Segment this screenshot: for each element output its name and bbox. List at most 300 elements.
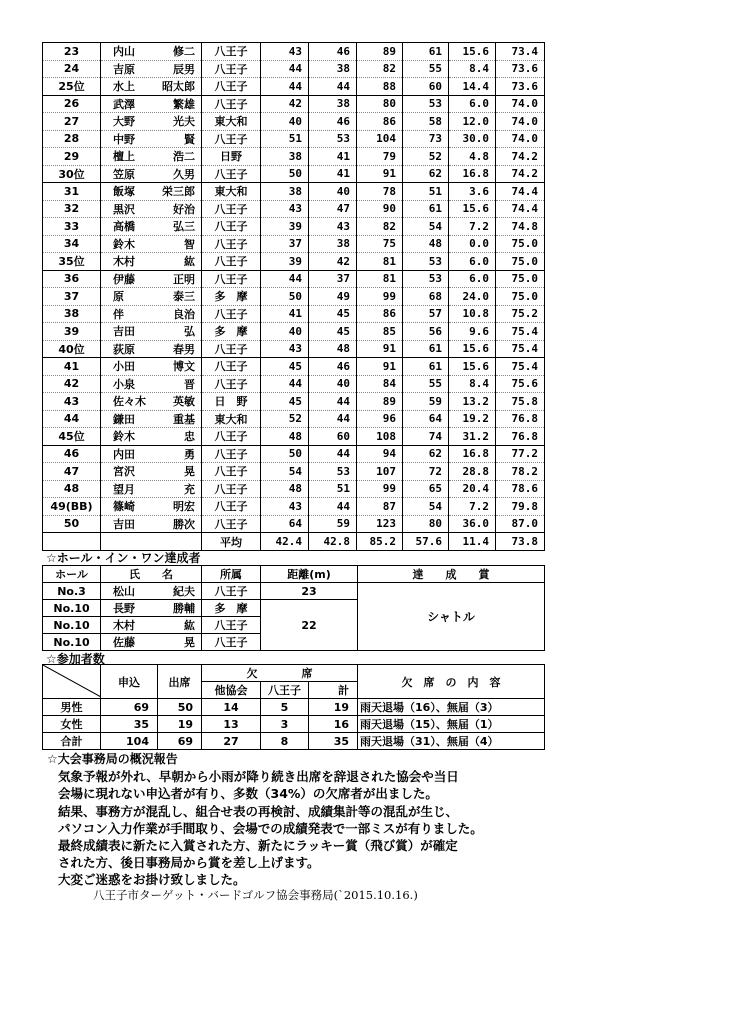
first-name: 勝次 <box>173 517 195 531</box>
total-cell: 74.4 <box>496 183 545 201</box>
in-cell: 47 <box>309 200 357 218</box>
first-name: 智 <box>184 237 195 251</box>
header-hachioji: 八王子 <box>261 682 309 699</box>
total-cell: 75.0 <box>496 288 545 306</box>
hole-in-one-table <box>42 565 545 651</box>
out-cell: 43 <box>261 340 309 358</box>
in-cell: 59 <box>309 515 357 533</box>
diagonal-cell <box>43 665 101 699</box>
result-row <box>43 200 545 218</box>
gross-cell: 91 <box>357 165 403 183</box>
report-body <box>47 768 567 888</box>
club-cell: 東大和 <box>202 113 261 131</box>
gross-cell: 91 <box>357 358 403 376</box>
club-cell: 八王子 <box>202 218 261 236</box>
club-cell: 多 摩 <box>202 323 261 341</box>
in-cell: 44 <box>309 410 357 428</box>
rank-cell: 27 <box>43 113 101 131</box>
hdcp-cell: 16.8 <box>449 445 496 463</box>
participants-table <box>42 664 545 750</box>
first-name: 栄三郎 <box>162 185 195 199</box>
gross-cell: 75 <box>357 235 403 253</box>
report-line: パソコン入力作業が手間取り、会場での成績発表で一部ミスが有りました。 <box>58 820 483 836</box>
club-cell: 八王子 <box>202 60 261 78</box>
gross-cell: 88 <box>357 78 403 96</box>
total-cell: 16 <box>309 716 358 733</box>
hio-row <box>43 583 545 600</box>
applied-cell: 35 <box>101 716 158 733</box>
total-cell: 75.0 <box>496 235 545 253</box>
hachioji-cell: 3 <box>261 716 309 733</box>
reason-cell: 雨天退場（15）、無届（1） <box>358 716 545 733</box>
rank-cell: 50 <box>43 515 101 533</box>
rank-cell: 47 <box>43 463 101 481</box>
first-name: 英敏 <box>173 395 195 409</box>
hio-last: 長野 <box>113 602 135 615</box>
result-row <box>43 323 545 341</box>
attended-cell: 19 <box>158 716 202 733</box>
header-absent: 欠 席 <box>202 665 358 682</box>
result-row <box>43 78 545 96</box>
other-cell: 27 <box>202 733 261 750</box>
hio-last: 佐藤 <box>113 636 135 649</box>
hio-club: 八王子 <box>202 583 261 600</box>
result-row <box>43 340 545 358</box>
total-cell: 78.6 <box>496 480 545 498</box>
other-cell: 13 <box>202 716 261 733</box>
in-cell: 44 <box>309 393 357 411</box>
gross-cell: 82 <box>357 218 403 236</box>
report-title: ☆大会事務局の概況報告 <box>47 752 178 766</box>
participants-header-row1 <box>43 665 545 682</box>
net-cell: 61 <box>403 358 449 376</box>
total-cell: 74.4 <box>496 200 545 218</box>
in-cell: 46 <box>309 113 357 131</box>
average-total: 73.8 <box>496 533 545 551</box>
result-row <box>43 253 545 271</box>
gross-cell: 87 <box>357 498 403 516</box>
last-name: 飯塚 <box>113 185 135 199</box>
first-name: 弘三 <box>173 220 195 234</box>
name-cell <box>101 270 202 288</box>
rank-cell: 37 <box>43 288 101 306</box>
reason-cell: 雨天退場（16）、無届（3） <box>358 699 545 716</box>
name-cell <box>101 393 202 411</box>
rank-cell: 24 <box>43 60 101 78</box>
club-cell: 八王子 <box>202 305 261 323</box>
net-cell: 64 <box>403 410 449 428</box>
gross-cell: 123 <box>357 515 403 533</box>
club-cell: 八王子 <box>202 340 261 358</box>
result-row <box>43 183 545 201</box>
in-cell: 41 <box>309 165 357 183</box>
hdcp-cell: 31.2 <box>449 428 496 446</box>
in-cell: 46 <box>309 358 357 376</box>
net-cell: 65 <box>403 480 449 498</box>
name-cell <box>101 78 202 96</box>
club-cell: 東大和 <box>202 410 261 428</box>
hio-hole: No.10 <box>43 634 101 651</box>
result-row <box>43 428 545 446</box>
net-cell: 58 <box>403 113 449 131</box>
result-row <box>43 393 545 411</box>
out-cell: 37 <box>261 235 309 253</box>
result-row <box>43 148 545 166</box>
other-cell: 14 <box>202 699 261 716</box>
last-name: 篠崎 <box>113 500 135 514</box>
header-applied: 申込 <box>101 665 158 699</box>
out-cell: 38 <box>261 148 309 166</box>
hdcp-cell: 36.0 <box>449 515 496 533</box>
rank-cell: 23 <box>43 43 101 61</box>
out-cell: 51 <box>261 130 309 148</box>
results-table <box>42 42 545 551</box>
out-cell: 40 <box>261 323 309 341</box>
gross-cell: 90 <box>357 200 403 218</box>
club-cell: 八王子 <box>202 445 261 463</box>
net-cell: 53 <box>403 95 449 113</box>
last-name: 武澤 <box>113 97 135 111</box>
gross-cell: 104 <box>357 130 403 148</box>
name-cell <box>101 340 202 358</box>
average-out: 42.4 <box>261 533 309 551</box>
hio-club: 八王子 <box>202 617 261 634</box>
rank-cell: 32 <box>43 200 101 218</box>
net-cell: 52 <box>403 148 449 166</box>
hio-distance-blank <box>261 600 358 617</box>
total-cell: 75.4 <box>496 340 545 358</box>
out-cell: 44 <box>261 375 309 393</box>
rank-cell: 28 <box>43 130 101 148</box>
report-line: された方、後日事務局から賞を差し上げます。 <box>58 855 320 871</box>
in-cell: 41 <box>309 148 357 166</box>
total-cell: 73.4 <box>496 43 545 61</box>
hdcp-cell: 13.2 <box>449 393 496 411</box>
report-line: 会場に現れない申込者が有り、多数（34%）の欠席者が出ました。 <box>58 786 438 802</box>
gross-cell: 86 <box>357 305 403 323</box>
attended-cell: 69 <box>158 733 202 750</box>
gross-cell: 85 <box>357 323 403 341</box>
hdcp-cell: 28.8 <box>449 463 496 481</box>
first-name: 好治 <box>173 202 195 216</box>
in-cell: 43 <box>309 218 357 236</box>
hdcp-cell: 4.8 <box>449 148 496 166</box>
result-row <box>43 498 545 516</box>
gross-cell: 89 <box>357 393 403 411</box>
total-cell: 87.0 <box>496 515 545 533</box>
attended-cell: 50 <box>158 699 202 716</box>
gross-cell: 80 <box>357 95 403 113</box>
out-cell: 50 <box>261 288 309 306</box>
gross-cell: 108 <box>357 428 403 446</box>
header-other: 他協会 <box>202 682 261 699</box>
club-cell: 八王子 <box>202 498 261 516</box>
gross-cell: 79 <box>357 148 403 166</box>
name-cell <box>101 95 202 113</box>
hdcp-cell: 24.0 <box>449 288 496 306</box>
hdcp-cell: 3.6 <box>449 183 496 201</box>
out-cell: 39 <box>261 253 309 271</box>
out-cell: 48 <box>261 428 309 446</box>
club-cell: 多 摩 <box>202 288 261 306</box>
name-cell <box>101 60 202 78</box>
hdcp-cell: 8.4 <box>449 375 496 393</box>
first-name: 修二 <box>173 45 195 59</box>
header-distance: 距離(m) <box>261 566 358 583</box>
name-cell <box>101 235 202 253</box>
first-name: 晃 <box>184 465 195 479</box>
last-name: 鈴木 <box>113 237 135 251</box>
header-total: 計 <box>309 682 358 699</box>
last-name: 伊藤 <box>113 272 135 286</box>
hio-name <box>101 617 202 634</box>
hio-prize: シャトル <box>358 583 545 651</box>
hdcp-cell: 15.6 <box>449 43 496 61</box>
rank-cell: 38 <box>43 305 101 323</box>
club-cell: 八王子 <box>202 200 261 218</box>
name-cell <box>101 113 202 131</box>
hdcp-cell: 19.2 <box>449 410 496 428</box>
net-cell: 56 <box>403 323 449 341</box>
footer-signature: 八王子市ターゲット・バードゴルフ協会事務局(`2015.10.16.) <box>93 888 418 902</box>
last-name: 内田 <box>113 447 135 461</box>
in-cell: 40 <box>309 183 357 201</box>
club-cell: 八王子 <box>202 253 261 271</box>
hole-in-one-header <box>43 566 545 583</box>
total-cell: 77.2 <box>496 445 545 463</box>
reason-cell: 雨天退場（31）、無届（4） <box>358 733 545 750</box>
out-cell: 43 <box>261 498 309 516</box>
gross-cell: 94 <box>357 445 403 463</box>
name-cell <box>101 43 202 61</box>
result-row <box>43 218 545 236</box>
hdcp-cell: 15.6 <box>449 200 496 218</box>
net-cell: 53 <box>403 253 449 271</box>
net-cell: 61 <box>403 340 449 358</box>
rank-cell: 31 <box>43 183 101 201</box>
gross-cell: 81 <box>357 270 403 288</box>
last-name: 鎌田 <box>113 412 135 426</box>
report-line: 最終成績表に新たに入賞された方、新たにラッキー賞（飛び賞）が確定 <box>58 838 458 854</box>
gross-cell: 82 <box>357 60 403 78</box>
first-name: 浩二 <box>173 150 195 164</box>
last-name: 大野 <box>113 115 135 129</box>
net-cell: 51 <box>403 183 449 201</box>
last-name: 吉田 <box>113 517 135 531</box>
hdcp-cell: 12.0 <box>449 113 496 131</box>
total-cell: 73.6 <box>496 78 545 96</box>
last-name: 内山 <box>113 45 135 59</box>
last-name: 笠原 <box>113 167 135 181</box>
name-cell <box>101 130 202 148</box>
hio-name <box>101 583 202 600</box>
out-cell: 44 <box>261 78 309 96</box>
row-label: 女性 <box>43 716 101 733</box>
result-row <box>43 480 545 498</box>
net-cell: 53 <box>403 270 449 288</box>
first-name: 忠 <box>184 430 195 444</box>
club-cell: 八王子 <box>202 165 261 183</box>
header-attended: 出席 <box>158 665 202 699</box>
club-cell: 八王子 <box>202 130 261 148</box>
in-cell: 44 <box>309 445 357 463</box>
gross-cell: 99 <box>357 480 403 498</box>
rank-cell: 39 <box>43 323 101 341</box>
name-cell <box>101 218 202 236</box>
result-row <box>43 95 545 113</box>
first-name: 博文 <box>173 360 195 374</box>
in-cell: 45 <box>309 323 357 341</box>
header-reason: 欠 席 の 内 容 <box>358 665 545 699</box>
rank-cell: 44 <box>43 410 101 428</box>
last-name: 吉原 <box>113 62 135 76</box>
name-cell <box>101 410 202 428</box>
in-cell: 40 <box>309 375 357 393</box>
last-name: 原 <box>113 290 124 304</box>
name-cell <box>101 428 202 446</box>
net-cell: 54 <box>403 218 449 236</box>
out-cell: 42 <box>261 95 309 113</box>
result-row <box>43 463 545 481</box>
row-label: 合計 <box>43 733 101 750</box>
rank-cell: 35位 <box>43 253 101 271</box>
result-row <box>43 375 545 393</box>
last-name: 鈴木 <box>113 430 135 444</box>
participants-row <box>43 716 545 733</box>
in-cell: 49 <box>309 288 357 306</box>
total-cell: 78.2 <box>496 463 545 481</box>
gross-cell: 99 <box>357 288 403 306</box>
out-cell: 45 <box>261 358 309 376</box>
first-name: 賢 <box>184 132 195 146</box>
hio-distance-blank <box>261 634 358 651</box>
last-name: 中野 <box>113 132 135 146</box>
total-cell: 76.8 <box>496 428 545 446</box>
hio-first: 勝輔 <box>173 602 195 615</box>
hdcp-cell: 16.8 <box>449 165 496 183</box>
last-name: 望月 <box>113 482 135 496</box>
last-name: 佐々木 <box>113 395 146 409</box>
last-name: 檀上 <box>113 150 135 164</box>
hio-last: 松山 <box>113 585 135 598</box>
result-row <box>43 60 545 78</box>
rank-cell: 49(BB) <box>43 498 101 516</box>
last-name: 小田 <box>113 360 135 374</box>
result-row <box>43 410 545 428</box>
result-row <box>43 130 545 148</box>
last-name: 高橋 <box>113 220 135 234</box>
hio-first: 紀夫 <box>173 585 195 598</box>
rank-cell: 46 <box>43 445 101 463</box>
hdcp-cell: 15.6 <box>449 340 496 358</box>
club-cell: 八王子 <box>202 78 261 96</box>
result-row <box>43 445 545 463</box>
in-cell: 38 <box>309 60 357 78</box>
diagonal-line <box>43 665 101 697</box>
club-cell: 八王子 <box>202 428 261 446</box>
rank-cell: 41 <box>43 358 101 376</box>
name-cell <box>101 323 202 341</box>
total-cell: 75.4 <box>496 358 545 376</box>
first-name: 辰男 <box>173 62 195 76</box>
gross-cell: 107 <box>357 463 403 481</box>
last-name: 宮沢 <box>113 465 135 479</box>
hio-hole: No.10 <box>43 600 101 617</box>
total-cell: 19 <box>309 699 358 716</box>
hio-last: 木村 <box>113 619 135 632</box>
club-cell: 八王子 <box>202 375 261 393</box>
last-name: 小泉 <box>113 377 135 391</box>
rank-cell: 36 <box>43 270 101 288</box>
out-cell: 43 <box>261 200 309 218</box>
last-name: 水上 <box>113 80 135 94</box>
club-cell: 東大和 <box>202 183 261 201</box>
hio-first: 晃 <box>184 636 195 649</box>
net-cell: 73 <box>403 130 449 148</box>
in-cell: 44 <box>309 498 357 516</box>
first-name: 春男 <box>173 342 195 356</box>
total-cell: 79.8 <box>496 498 545 516</box>
header-club: 所属 <box>202 566 261 583</box>
result-row <box>43 515 545 533</box>
net-cell: 74 <box>403 428 449 446</box>
out-cell: 52 <box>261 410 309 428</box>
net-cell: 62 <box>403 165 449 183</box>
name-cell <box>101 358 202 376</box>
in-cell: 46 <box>309 43 357 61</box>
total-cell: 74.0 <box>496 130 545 148</box>
hdcp-cell: 30.0 <box>449 130 496 148</box>
rank-cell: 26 <box>43 95 101 113</box>
in-cell: 37 <box>309 270 357 288</box>
first-name: 充 <box>184 482 195 496</box>
total-cell: 74.0 <box>496 95 545 113</box>
gross-cell: 96 <box>357 410 403 428</box>
gross-cell: 89 <box>357 43 403 61</box>
hio-hole: No.10 <box>43 617 101 634</box>
header-prize: 達 成 賞 <box>358 566 545 583</box>
hdcp-cell: 9.6 <box>449 323 496 341</box>
rank-cell: 33 <box>43 218 101 236</box>
report-line: 大変ご迷惑をお掛け致しました。 <box>58 872 246 888</box>
name-cell <box>101 480 202 498</box>
first-name: 重基 <box>173 412 195 426</box>
name-cell <box>101 463 202 481</box>
name-cell <box>101 445 202 463</box>
name-cell <box>101 498 202 516</box>
club-cell: 八王子 <box>202 358 261 376</box>
first-name: 光夫 <box>173 115 195 129</box>
in-cell: 45 <box>309 305 357 323</box>
average-hdcp: 11.4 <box>449 533 496 551</box>
result-row <box>43 358 545 376</box>
in-cell: 38 <box>309 235 357 253</box>
club-cell: 八王子 <box>202 463 261 481</box>
average-row <box>43 533 545 551</box>
hachioji-cell: 8 <box>261 733 309 750</box>
net-cell: 48 <box>403 235 449 253</box>
out-cell: 50 <box>261 445 309 463</box>
rank-cell: 29 <box>43 148 101 166</box>
result-row <box>43 43 545 61</box>
last-name: 伴 <box>113 307 124 321</box>
first-name: 久男 <box>173 167 195 181</box>
rank-cell: 48 <box>43 480 101 498</box>
hio-hole: No.3 <box>43 583 101 600</box>
result-row <box>43 270 545 288</box>
hdcp-cell: 7.2 <box>449 498 496 516</box>
average-net: 57.6 <box>403 533 449 551</box>
